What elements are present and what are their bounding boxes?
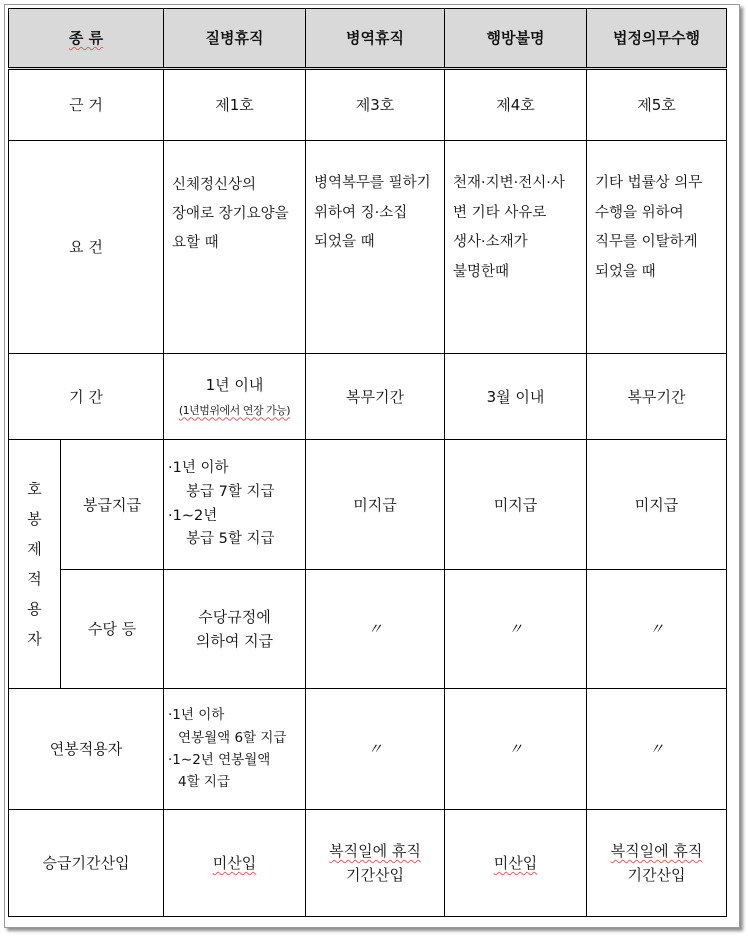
requirement-col2-line: 되었을 때	[314, 234, 375, 251]
annual-col2: 〃	[306, 689, 445, 810]
allowance-col1-line: 수당규정에	[198, 608, 271, 626]
basis-col1: 제1호	[164, 69, 306, 141]
salary-col1	[164, 440, 306, 570]
requirement-col3	[445, 141, 587, 354]
allowance-col4: 〃	[587, 570, 727, 689]
basis-col2: 제3호	[306, 69, 445, 141]
promotion-col2	[306, 810, 445, 917]
period-col1-note: (1년범위에서 연장 가능)	[178, 403, 291, 417]
promotion-col4	[587, 810, 727, 917]
period-col4: 복무기간	[587, 354, 727, 440]
requirement-col3-line: 생사·소재가	[453, 234, 528, 251]
promotion-row	[9, 810, 727, 917]
promotion-col3	[445, 810, 587, 917]
salary-col1-line: 봉급 5할 지급	[186, 531, 275, 548]
requirement-col4-line: 기타 법률상 의무	[595, 175, 703, 191]
requirement-col3-line: 불명한때	[453, 264, 510, 281]
requirement-col1-line: 요할 때	[172, 235, 219, 251]
hobong-char: 자	[27, 630, 42, 648]
requirement-col2	[306, 141, 445, 354]
requirement-col4-line: 수행을 위하여	[595, 204, 684, 221]
requirement-col1	[164, 141, 306, 354]
promotion-col3-text: 미산입	[493, 854, 538, 872]
basis-col3: 제4호	[445, 69, 587, 141]
allowance-col1	[164, 570, 306, 689]
salary-col2: 미지급	[306, 440, 445, 570]
requirement-col3-line: 변 기타 사유로	[453, 204, 547, 221]
requirement-label: 요 건	[9, 141, 164, 354]
requirement-col2-line: 병역복무를 필하기	[314, 175, 431, 191]
annual-col1-line: 연봉월액 6할 지급	[178, 729, 287, 746]
allowance-label: 수당 등	[61, 570, 164, 689]
promotion-col1	[164, 810, 306, 917]
period-col3: 3월 이내	[445, 354, 587, 440]
period-col1-main: 1년 이내	[205, 375, 264, 394]
hobong-char: 적	[27, 570, 42, 588]
salary-row	[9, 440, 727, 570]
allowance-col3: 〃	[445, 570, 587, 689]
header-missing: 행방불명	[445, 9, 587, 69]
header-military-leave: 병역휴직	[306, 9, 445, 69]
annual-col1-line: ·1년 이하	[168, 707, 225, 724]
period-row	[9, 354, 727, 440]
hobong-char: 호	[27, 480, 42, 498]
requirement-col4-line: 되었을 때	[595, 264, 656, 281]
salary-col3: 미지급	[445, 440, 587, 570]
promotion-col2-line: 복직일에 휴직	[329, 842, 421, 860]
annual-col3: 〃	[445, 689, 587, 810]
period-label: 기 간	[9, 354, 164, 440]
allowance-col2: 〃	[306, 570, 445, 689]
hobong-char: 봉	[27, 510, 42, 528]
annual-label: 연봉적용자	[9, 689, 164, 810]
requirement-col4-line: 직무를 이탈하게	[595, 234, 698, 251]
promotion-col2-line: 기간산입	[346, 866, 404, 884]
promotion-col1-text: 미산입	[212, 854, 257, 872]
salary-col1-line: ·1년 이하	[168, 459, 229, 476]
hobong-group-label	[9, 440, 61, 689]
header-legal-duty: 법정의무수행	[587, 9, 727, 69]
header-row	[9, 9, 727, 69]
allowance-row	[9, 570, 727, 689]
header-type: 종 류	[9, 9, 164, 69]
salary-col4: 미지급	[587, 440, 727, 570]
annual-col1	[164, 689, 306, 810]
header-sick-leave: 질병휴직	[164, 9, 306, 69]
promotion-col4-line: 복직일에 휴직	[610, 842, 703, 860]
basis-label: 근 거	[9, 69, 164, 141]
annual-col1-line: 4할 지급	[178, 774, 231, 791]
requirement-col4	[587, 141, 727, 354]
promotion-label: 승급기간산입	[9, 810, 164, 917]
requirement-col3-line: 천재·지변·전시·사	[453, 175, 565, 191]
promotion-col4-line: 기간산입	[627, 866, 686, 884]
salary-label: 봉급지급	[61, 440, 164, 570]
requirement-col1-line: 신체정신상의	[172, 177, 257, 193]
allowance-col1-line: 의하여 지급	[195, 632, 274, 650]
annual-col1-line: ·1∼2년 연봉월액	[168, 752, 271, 768]
annual-col4: 〃	[587, 689, 727, 810]
hobong-char: 제	[27, 540, 42, 558]
period-col2: 복무기간	[306, 354, 445, 440]
requirement-col1-line: 장애로 장기요양을	[172, 206, 289, 222]
requirement-row	[9, 141, 727, 354]
salary-col1-line: 봉급 7할 지급	[186, 483, 275, 500]
salary-col1-line: ·1∼2년	[168, 507, 218, 524]
requirement-col2-line: 위하여 징·소집	[314, 204, 408, 221]
basis-row	[9, 69, 727, 141]
annual-row	[9, 689, 727, 810]
leave-type-table	[8, 8, 727, 917]
period-col1	[164, 354, 306, 440]
basis-col4: 제5호	[587, 69, 727, 141]
hobong-char: 용	[27, 600, 42, 618]
